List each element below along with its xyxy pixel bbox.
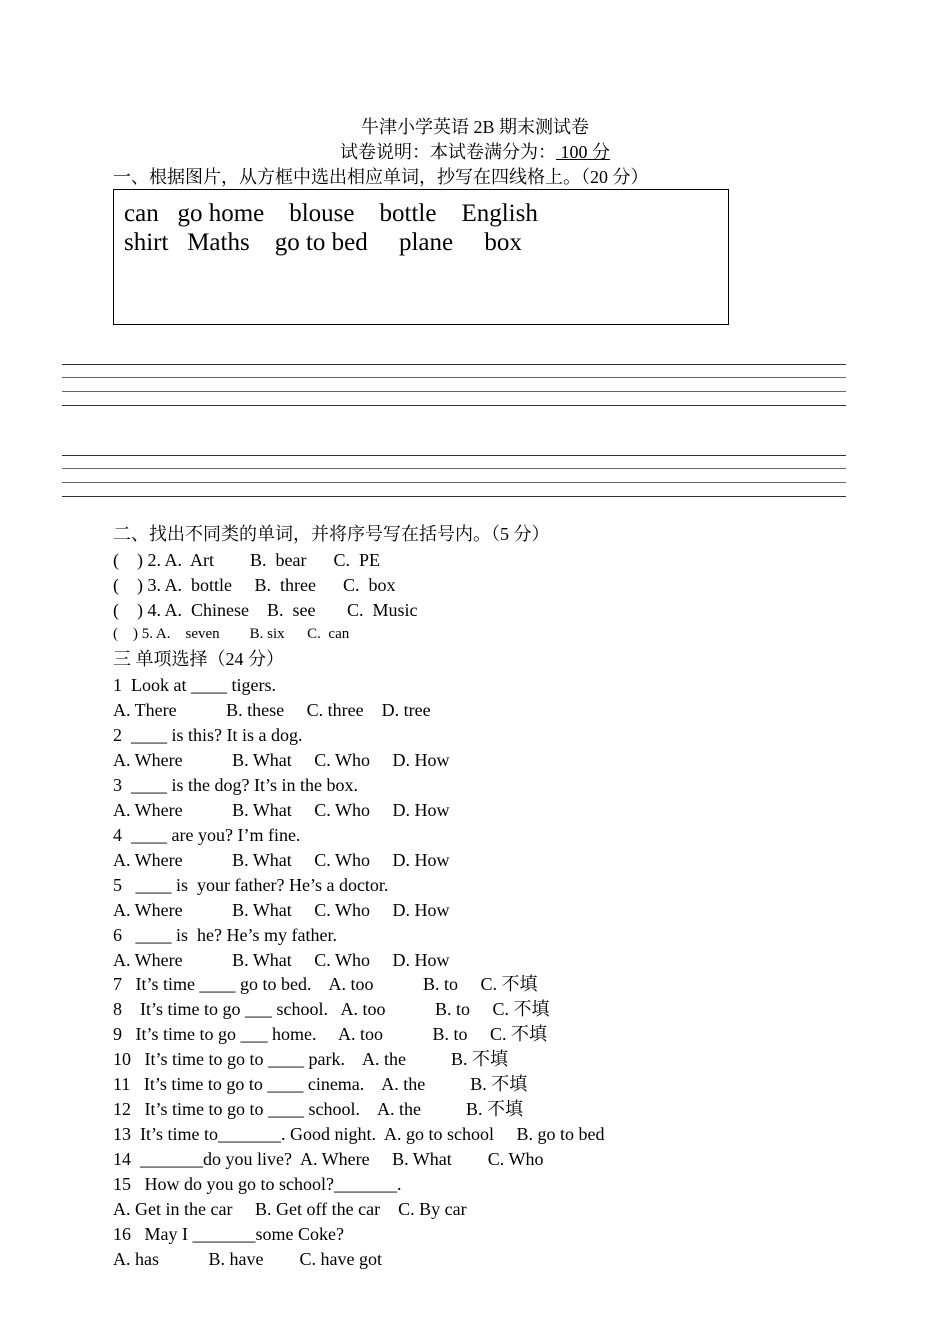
answer-options: A. There B. these C. three D. tree — [113, 700, 431, 720]
grid-line — [62, 405, 846, 406]
question-line: 14 _______do you live? A. Where B. What C. Who — [113, 1149, 544, 1169]
question-line: 8 It’s time to go ___ school. A. too B. to C. 不填 — [113, 999, 550, 1019]
question-line: 1 Look at ____ tigers. — [113, 675, 276, 695]
section2-heading: 二、找出不同类的单词，并将序号写在括号内。（5 分） — [113, 524, 550, 544]
page-title: 牛津小学英语 2B 期末测试卷 — [360, 117, 589, 137]
odd-one-out-item: ( ) 5. A. seven B. six C. can — [113, 626, 350, 642]
question-line: 6 ____ is he? He’s my father. — [113, 925, 337, 945]
grid-line — [62, 377, 846, 378]
odd-one-out-item: ( ) 2. A. Art B. bear C. PE — [113, 550, 380, 570]
question-line: 5 ____ is your father? He’s a doctor. — [113, 875, 389, 895]
answer-options: A. Where B. What C. Who D. How — [113, 750, 450, 770]
question-line: 3 ____ is the dog? It’s in the box. — [113, 775, 358, 795]
question-line: 13 It’s time to_______. Good night. A. go to school B. go to bed — [113, 1124, 605, 1144]
question-line: 7 It’s time ____ go to bed. A. too B. to C. 不填 — [113, 974, 538, 994]
grid-line — [62, 455, 846, 456]
grid-line — [62, 482, 846, 483]
odd-one-out-item: ( ) 4. A. Chinese B. see C. Music — [113, 600, 418, 620]
question-line: 16 May I _______some Coke? — [113, 1224, 344, 1244]
question-line: 12 It’s time to go to ____ school. A. the B. 不填 — [113, 1099, 523, 1119]
exam-note-label: 试卷说明：本试卷满分为： — [340, 142, 556, 162]
exam-full-score: 100 分 — [556, 142, 610, 162]
grid-line — [62, 496, 846, 497]
answer-options: A. has B. have C. have got — [113, 1249, 382, 1269]
answer-options: A. Where B. What C. Who D. How — [113, 850, 450, 870]
word-row-1: can go home blouse bottle English — [124, 200, 538, 227]
odd-one-out-item: ( ) 3. A. bottle B. three C. box — [113, 575, 396, 595]
answer-options: A. Get in the car B. Get off the car C. By car — [113, 1199, 467, 1219]
grid-line — [62, 364, 846, 365]
grid-line — [62, 468, 846, 469]
word-box — [113, 189, 729, 325]
answer-options: A. Where B. What C. Who D. How — [113, 800, 450, 820]
section3-heading: 三 单项选择（24 分） — [113, 649, 284, 669]
question-line: 15 How do you go to school?_______. — [113, 1174, 402, 1194]
grid-line — [62, 391, 846, 392]
question-line: 2 ____ is this? It is a dog. — [113, 725, 303, 745]
question-line: 10 It’s time to go to ____ park. A. the B. 不填 — [113, 1049, 508, 1069]
question-line: 4 ____ are you? I’m fine. — [113, 825, 301, 845]
section1-heading: 一、根据图片，从方框中选出相应单词，抄写在四线格上。（20 分） — [113, 167, 649, 187]
question-line: 11 It’s time to go to ____ cinema. A. the B. 不填 — [113, 1074, 528, 1094]
answer-options: A. Where B. What C. Who D. How — [113, 950, 450, 970]
answer-options: A. Where B. What C. Who D. How — [113, 900, 450, 920]
word-row-2: shirt Maths go to bed plane box — [124, 229, 522, 256]
exam-note — [0, 143, 950, 161]
question-line: 9 It’s time to go ___ home. A. too B. to C. 不填 — [113, 1024, 548, 1044]
